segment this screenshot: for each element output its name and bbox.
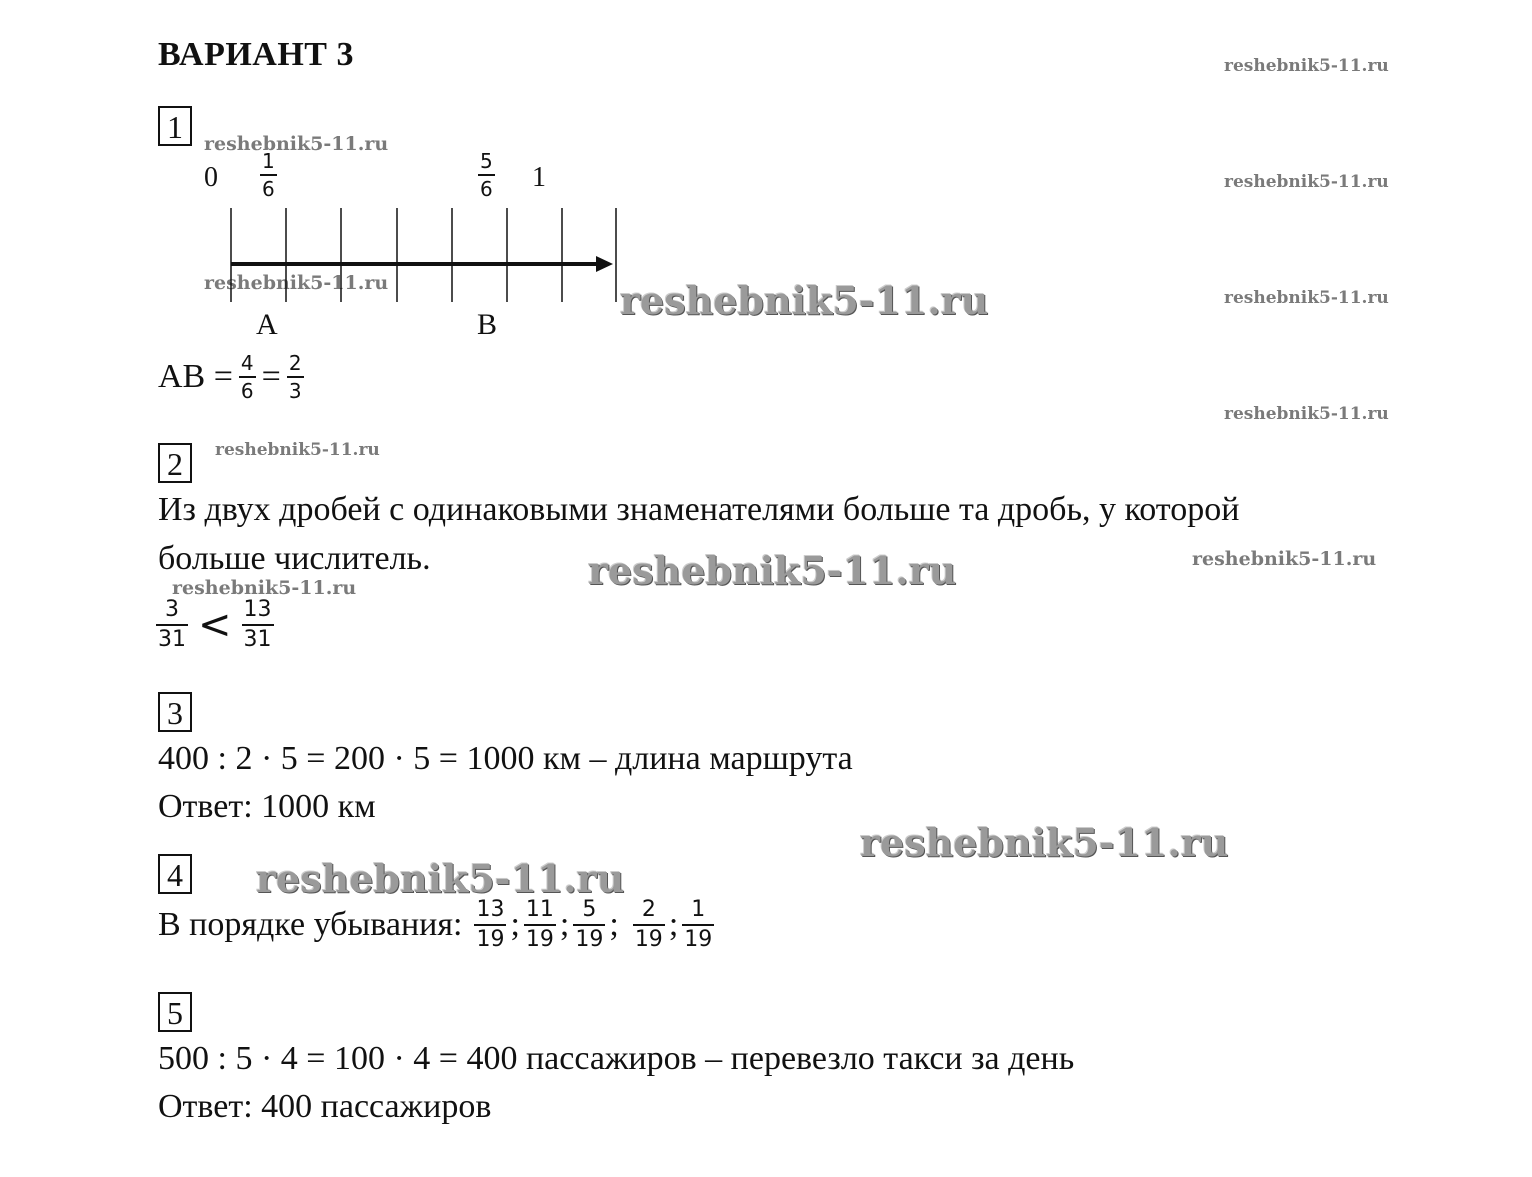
watermark: reshebnik5-11.ru xyxy=(1192,548,1377,570)
task-4-answer: В порядке убывания: $\frac{13}{19}$ ; $\frac{11}{19}$ ; $\frac{5}{19}$ ; $\frac{2}{19}$ ; $\frac{1}{19}$ xyxy=(158,897,713,953)
task-5-line-1: 500 : 5 · 4 = 100 · 4 = 400 пассажиров – перевезло такси за день xyxy=(158,1040,1075,1077)
axis-label-five-sixths: $\frac{5}{6}$ xyxy=(480,149,493,201)
fraction: $\frac{13}{19}$ xyxy=(476,897,505,953)
fraction: $\frac{2}{19}$ xyxy=(634,897,663,953)
number-line xyxy=(220,205,630,305)
point-a-label: A xyxy=(256,308,278,341)
fraction: $\frac{5}{19}$ xyxy=(575,897,604,953)
axis-label-one-sixth: $\frac{1}{6}$ xyxy=(262,149,275,201)
point-b-label: B xyxy=(477,308,498,341)
watermark: reshebnik5-11.ru xyxy=(1224,56,1389,76)
task-2-line-1: Из двух дробей с одинаковыми знаменателями больше та дробь, у которой xyxy=(158,491,1240,528)
task-2-line-2: больше числитель. xyxy=(158,540,431,577)
task-3-number: 3 xyxy=(158,692,192,732)
watermark: reshebnik5-11.ru xyxy=(204,133,389,155)
page-title: ВАРИАНТ 3 xyxy=(158,36,354,73)
watermark: reshebnik5-11.ru xyxy=(620,278,989,323)
axis-label-one: 1 xyxy=(532,162,546,193)
task-3-line-2: Ответ: 1000 км xyxy=(158,788,376,825)
fraction: $\frac{2}{3}$ xyxy=(288,351,302,403)
task-5-line-2: Ответ: 400 пассажиров xyxy=(158,1088,492,1125)
task-3-line-1: 400 : 2 · 5 = 200 · 5 = 1000 км – длина маршрута xyxy=(158,740,853,777)
watermark: reshebnik5-11.ru xyxy=(215,440,380,460)
arrow-head-icon xyxy=(596,256,613,272)
less-than-sign: < xyxy=(198,602,232,649)
fraction: $\frac{3}{31}$ xyxy=(158,597,186,653)
fraction: $\frac{4}{6}$ xyxy=(240,351,254,403)
watermark: reshebnik5-11.ru xyxy=(588,548,957,593)
watermark: reshebnik5-11.ru xyxy=(256,856,625,901)
watermark: reshebnik5-11.ru xyxy=(1224,172,1389,192)
fraction: $\frac{1}{19}$ xyxy=(684,897,713,953)
tick-marks xyxy=(231,208,616,302)
task-2-comparison xyxy=(156,598,274,652)
task-5-number: 5 xyxy=(158,992,192,1032)
watermark: reshebnik5-11.ru xyxy=(860,820,1229,865)
watermark: reshebnik5-11.ru xyxy=(172,577,357,599)
task-4-number: 4 xyxy=(158,854,192,894)
axis-label-zero: 0 xyxy=(204,162,218,193)
watermark: reshebnik5-11.ru xyxy=(1224,288,1389,308)
watermark: reshebnik5-11.ru xyxy=(204,272,389,294)
task-2-number: 2 xyxy=(158,443,192,483)
fraction: $\frac{11}{19}$ xyxy=(525,897,554,953)
fraction: $\frac{13}{31}$ xyxy=(243,597,272,653)
task-1-number: 1 xyxy=(158,106,192,146)
watermark: reshebnik5-11.ru xyxy=(1224,404,1389,424)
task-1-answer: AB = $\frac{4}{6}$ = $\frac{2}{3}$ xyxy=(158,351,302,403)
